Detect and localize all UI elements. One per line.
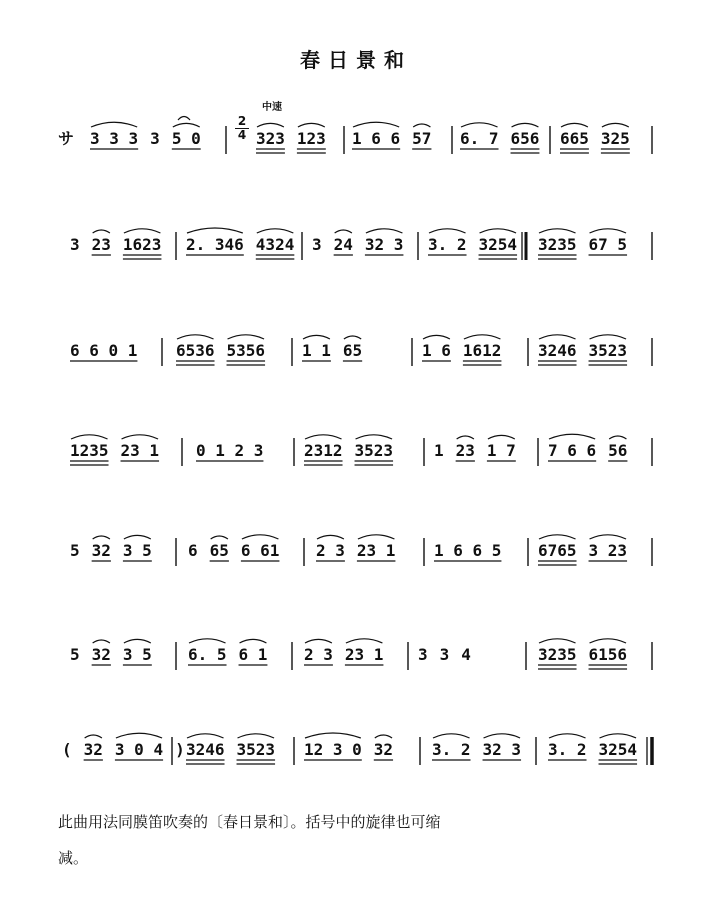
slur-mark: [590, 229, 627, 233]
slur-mark: [512, 123, 539, 127]
slur-mark: [549, 434, 595, 439]
slur-mark: [211, 536, 228, 539]
slur-mark: [600, 734, 637, 738]
note-group: 3523: [236, 740, 276, 759]
slur-mark: [124, 639, 151, 643]
note-group: 23: [91, 235, 111, 254]
note-group: 3523: [354, 441, 394, 460]
slur-mark: [91, 122, 137, 127]
note-group: 3: [418, 645, 428, 664]
footnote-line-1: 此曲用法同膜笛吹奏的〔春日景和〕。括号中的旋律也可缩: [58, 813, 441, 831]
slur-mark: [561, 123, 588, 127]
piece-title: 春日景和: [300, 48, 412, 72]
note-group: 6. 5: [188, 645, 227, 664]
fermata-mark: [178, 117, 190, 121]
note-group: 32 3: [482, 740, 522, 759]
note-group: 323: [256, 129, 285, 148]
note-group: 6. 7: [460, 129, 499, 148]
slur-mark: [257, 123, 284, 127]
slur-mark: [433, 734, 470, 738]
slur-mark: [187, 228, 243, 233]
slur-mark: [375, 735, 392, 738]
note-group: 1612: [462, 341, 502, 360]
slur-mark: [240, 639, 267, 643]
note-group: 32 3: [364, 235, 404, 254]
note-group: 3: [312, 235, 322, 254]
note-group: 3 0 4: [114, 740, 164, 759]
note-group: 3254: [598, 740, 638, 759]
footnote-line-2: 减。: [58, 849, 89, 867]
slur-mark: [122, 435, 159, 439]
note-group: 3: [439, 645, 450, 664]
slur-mark: [549, 734, 586, 738]
note-group: 1: [434, 441, 444, 460]
slur-mark: [539, 335, 576, 339]
slur-mark: [590, 535, 627, 539]
note-group: 0 1 2 3: [196, 441, 264, 460]
note-group: 3235: [538, 645, 577, 664]
note-group: 6765: [538, 541, 577, 560]
slur-mark: [602, 123, 629, 127]
note-group: 3: [70, 235, 80, 254]
slur-mark: [353, 122, 399, 127]
slur-mark: [358, 535, 395, 539]
note-group: 5 0: [171, 129, 201, 148]
slur-mark: [93, 640, 110, 643]
note-group: 3523: [588, 341, 628, 360]
note-group: 56: [608, 441, 628, 460]
slur-mark: [228, 335, 265, 339]
slur-mark: [429, 229, 466, 233]
slur-mark: [539, 229, 576, 233]
note-group: 6 61: [240, 541, 280, 560]
note-group: 2. 346: [186, 235, 244, 254]
note-group: 3254: [478, 235, 518, 254]
note-group: ): [175, 740, 185, 759]
slur-mark: [539, 639, 576, 643]
slur-mark: [85, 735, 102, 738]
note-group: 3246: [538, 341, 577, 360]
slur-mark: [93, 536, 110, 539]
slur-mark: [173, 123, 200, 127]
note-group: 4: [461, 645, 471, 664]
note-group: 1 7: [486, 441, 516, 460]
note-group: 325: [600, 129, 630, 148]
note-group: 67 5: [588, 235, 628, 254]
note-group: 6 6 0 1: [70, 341, 138, 360]
slur-mark: [346, 639, 383, 643]
note-group: 32: [83, 740, 103, 759]
slur-mark: [366, 229, 403, 233]
note-group: 7 6 6: [548, 441, 597, 460]
slur-mark: [187, 734, 224, 738]
note-group: 2 3: [316, 541, 345, 560]
note-group: 23 1: [344, 645, 384, 664]
note-group: 1235: [70, 441, 109, 460]
note-group: 12 3 0: [304, 740, 362, 759]
note-group: 32: [91, 645, 111, 664]
slur-mark: [242, 535, 279, 539]
note-group: 3. 2: [432, 740, 471, 759]
slur-mark: [464, 335, 501, 339]
note-group: 6: [188, 541, 198, 560]
note-group: 3 5: [122, 645, 152, 664]
slur-mark: [480, 229, 517, 233]
note-group: 3 23: [588, 541, 628, 560]
slur-mark: [305, 733, 361, 738]
note-group: 1623: [122, 235, 162, 254]
note-group: 23 1: [120, 441, 160, 460]
slur-mark: [177, 335, 214, 339]
note-group: 3. 2: [548, 740, 587, 759]
slur-mark: [124, 535, 151, 539]
note-group: 3: [150, 129, 160, 148]
slur-mark: [298, 123, 325, 127]
slur-mark: [484, 734, 521, 738]
note-group: 656: [510, 129, 540, 148]
note-group: (: [62, 740, 72, 759]
note-group: 3 5: [122, 541, 152, 560]
note-group: 1 6 6 5: [434, 541, 502, 560]
note-group: 5: [70, 645, 80, 664]
time-signature-top: 2: [235, 115, 249, 129]
slur-mark: [423, 335, 450, 339]
note-group: 1 1: [302, 341, 331, 360]
free-tempo-mark: サ: [58, 129, 75, 148]
note-group: 5: [70, 541, 80, 560]
slur-mark: [116, 733, 162, 738]
note-group: 6156: [588, 645, 628, 664]
slur-mark: [344, 336, 361, 339]
slur-mark: [356, 435, 393, 439]
slur-mark: [609, 436, 626, 439]
note-group: 32: [91, 541, 111, 560]
slur-mark: [539, 535, 576, 539]
tempo-marking: 中速: [262, 102, 282, 113]
slur-mark: [305, 435, 342, 439]
note-group: 4324: [255, 235, 295, 254]
slur-mark: [124, 229, 161, 233]
note-group: 6536: [176, 341, 215, 360]
note-group: 65: [342, 341, 363, 360]
footnote: [58, 804, 658, 876]
slur-mark: [590, 335, 627, 339]
slur-mark: [303, 335, 330, 339]
note-group: 1 6 6: [352, 129, 401, 148]
slur-mark: [335, 230, 352, 233]
slur-mark: [590, 639, 627, 643]
note-group: 65: [209, 541, 229, 560]
slur-mark: [238, 734, 275, 738]
note-group: 5356: [226, 341, 266, 360]
note-group: 3235: [538, 235, 577, 254]
slur-mark: [317, 535, 344, 539]
slur-mark: [189, 639, 226, 643]
time-signature-bottom: 4: [237, 128, 247, 142]
note-group: 3 3 3: [90, 129, 139, 148]
note-group: 23: [455, 441, 475, 460]
note-group: 3. 2: [428, 235, 467, 254]
note-group: 2 3: [304, 645, 333, 664]
note-group: 665: [560, 129, 589, 148]
note-group: 23 1: [356, 541, 396, 560]
slur-mark: [71, 435, 108, 439]
slur-mark: [257, 229, 294, 233]
note-group: 32: [373, 740, 394, 759]
slur-mark: [457, 436, 474, 439]
slur-mark: [413, 124, 430, 127]
slur-mark: [488, 435, 515, 439]
note-group: 3246: [186, 740, 225, 759]
note-group: 6 1: [238, 645, 268, 664]
slur-mark: [305, 639, 332, 643]
note-group: 123: [296, 129, 326, 148]
slur-mark: [461, 123, 498, 127]
note-group: 2312: [304, 441, 343, 460]
note-group: 57: [412, 129, 432, 148]
note-group: 1 6: [422, 341, 451, 360]
slur-mark: [93, 230, 110, 233]
note-group: 24: [333, 235, 353, 254]
